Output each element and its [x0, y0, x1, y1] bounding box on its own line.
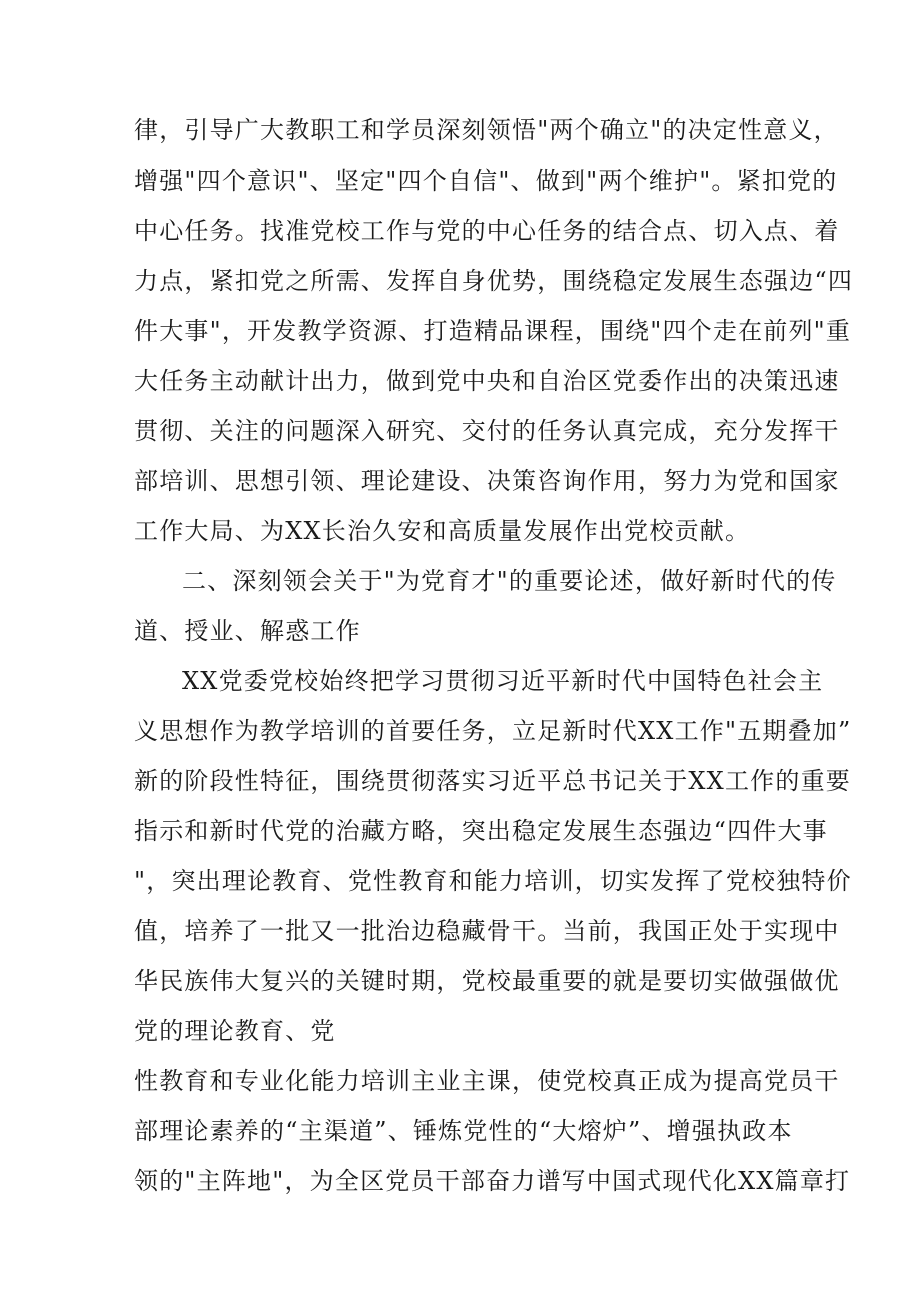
text-line-18: 华民族伟大复兴的关键时期，党校最重要的就是要切实做强做优: [134, 967, 840, 995]
text-line-8: 部培训、思想引领、理论建设、决策咨询作用，努力为党和国家: [134, 467, 840, 495]
text-line-20: 性教育和专业化能力培训主业主课，使党校真正成为提高党员干: [134, 1067, 840, 1095]
text-line-13: 义思想作为教学培训的首要任务，立足新时代XX工作"五期叠加”: [134, 717, 852, 745]
text-line-4: 力点，紧扣党之所需、发挥自身优势，围绕稳定发展生态强边“四: [134, 267, 854, 295]
text-line-7: 贯彻、关注的问题深入研究、交付的任务认真完成，充分发挥干: [134, 417, 840, 445]
text-line-14: 新的阶段性特征，围绕贯彻落实习近平总书记关于XX工作的重要: [134, 767, 851, 795]
text-line-2: 增强"四个意识"、坚定"四个自信"、做到"两个维护"。紧扣党的: [134, 167, 838, 195]
section-heading-2: 二、深刻领会关于"为党育才"的重要论述，做好新时代的传: [182, 567, 837, 595]
text-line-12: XX党委党校始终把学习贯彻习近平新时代中国特色社会主: [182, 667, 824, 695]
text-line-19: 党的理论教育、党: [134, 1017, 336, 1045]
text-line-9: 工作大局、为XX长治久安和高质量发展作出党校贡献。: [134, 517, 751, 545]
text-line-16: "，突出理论教育、党性教育和能力培训，切实发挥了党校独特价: [134, 867, 852, 895]
section-heading-2-cont: 道、授业、解惑工作: [134, 617, 361, 645]
text-line-5: 件大事"，开发教学资源、打造精品课程，围绕"四个走在前列"重: [134, 317, 852, 345]
text-line-22: 领的"主阵地"，为全区党员干部奋力谱写中国式现代化XX篇章打: [134, 1167, 851, 1195]
text-line-15: 指示和新时代党的治藏方略，突出稳定发展生态强边“四件大事: [134, 817, 828, 845]
text-line-17: 值，培养了一批又一批治边稳藏骨干。当前，我国正处于实现中: [134, 917, 840, 945]
text-line-3: 中心任务。找准党校工作与党的中心任务的结合点、切入点、着: [134, 217, 840, 245]
text-line-1: 律，引导广大教职工和学员深刻领悟"两个确立"的决定性意义，: [134, 116, 839, 144]
text-line-21: 部理论素养的“主渠道”、锤炼党性的“大熔炉”、增强执政本: [134, 1117, 793, 1145]
text-line-6: 大任务主动献计出力，做到党中央和自治区党委作出的决策迅速: [134, 367, 840, 395]
